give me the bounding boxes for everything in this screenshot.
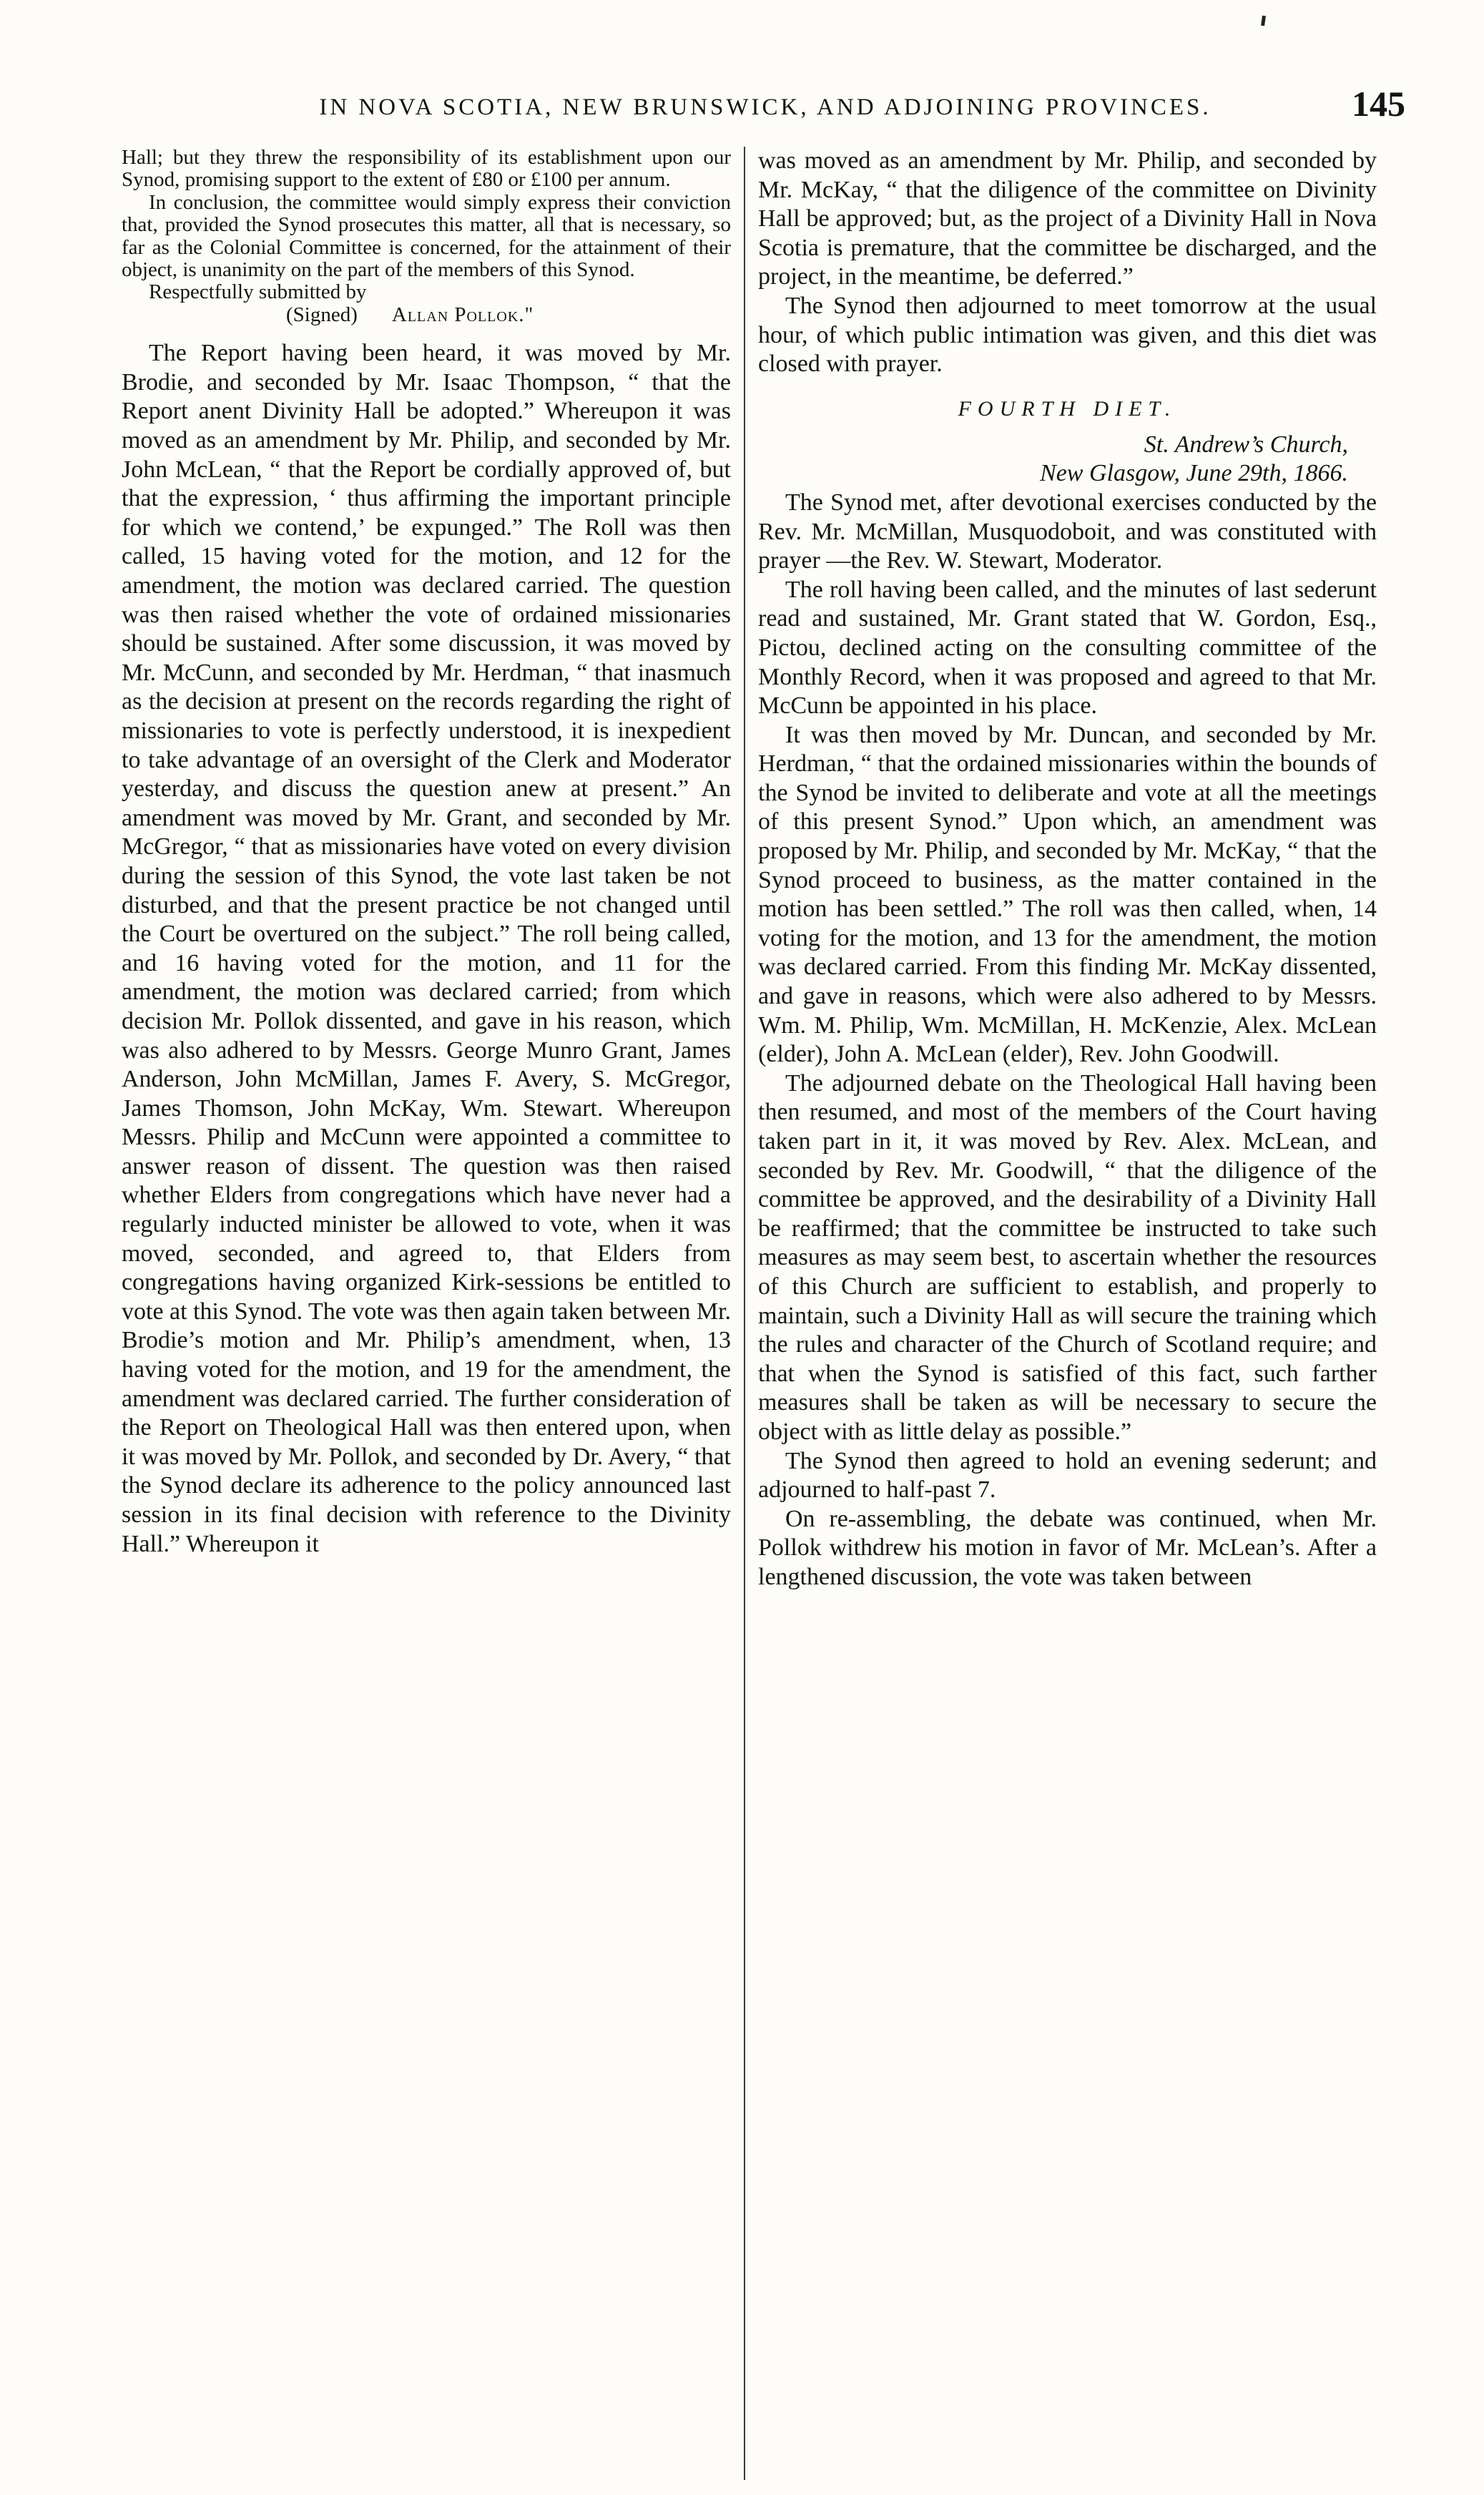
paragraph: On re-assembling, the debate was continued, when Mr. Pollok withdrew his motion in favor of Mr. McLean’s. After a lengthened discussion, the vote was taken between: [758, 1505, 1377, 1590]
section-heading: FOURTH DIET.: [958, 396, 1177, 421]
margin-mark: [1261, 16, 1266, 26]
signatory-name: Allan Pollok.": [391, 303, 534, 326]
running-header: IN NOVA SCOTIA, NEW BRUNSWICK, AND ADJOINING PROVINCES.: [319, 94, 1212, 120]
signature-line: [122, 304, 731, 326]
signed-label: (Signed): [286, 303, 358, 326]
paragraph: It was then moved by Mr. Duncan, and seconded by Mr. Herdman, “ that the ordained missionaries within the bounds of the Synod be invited to deliberate and vote at all the meetings of this present Synod.” Upon which, an amendment was proposed by Mr. Philip, and seconded by Mr. McKay, “ that the Synod proceed to business, as the matter contained in the motion has been settled.” The roll was then called, when, 14 voting for the motion, and 13 for the amendment, the motion was declared carried. From this finding Mr. McKay dissented, and gave in reasons, which were also adhered to by Messrs. Wm. M. Philip, Wm. McMillan, H. McKenzie, Alex. McLean (elder), John A. McLean (elder), Rev. John Goodwill.: [758, 721, 1377, 1068]
paragraph: The Report having been heard, it was moved by Mr. Brodie, and seconded by Mr. Isaac Thompson, “ that the Report anent Divinity Hall be adopted.” Whereupon it was moved as an amendment by Mr. Philip, and seconded by Mr. John McLean, “ that the Report be cordially approved of, but that the expression, ‘ thus affirming the important principle for which we contend,’ be expunged.” The Roll was then called, 15 having voted for the motion, and 12 for the amendment, the motion was declared carried. The question was then raised whether the vote of ordained missionaries should be sustained. After some discussion, it was moved by Mr. McCunn, and seconded by Mr. Herdman, “ that inasmuch as the decision at present on the records regarding the right of missionaries to vote is perfectly understood, it is inexpedient to take advantage of an oversight of the Clerk and Moderator yesterday, and discuss the question anew at present.” An amendment was moved by Mr. Grant, and seconded by Mr. McGregor, “ that as missionaries have voted on every division during the session of this Synod, the vote last taken be not disturbed, and that the present practice be not changed until the Court be overtured on the subject.” The roll being called, and 16 having voted for the motion, and 11 for the amendment, the motion was declared carried; from which decision Mr. Pollok dissented, and gave in his reason, which was also adhered to by Messrs. George Munro Grant, James Anderson, John McMillan, James F. Avery, S. McGregor, James Thomson, John McKay, Wm. Stewart. Whereupon Messrs. Philip and McCunn were appointed a committee to answer reason of dissent. The question was then raised whether Elders from congregations which have never had a regularly inducted minister be allowed to vote, when it was moved, seconded, and agreed to, that Elders from congregations having organized Kirk-sessions be entitled to vote at this Synod. The vote was then again taken between Mr. Brodie’s motion and Mr. Philip’s amendment, when, 13 having voted for the motion, and 19 for the amendment, the amendment was declared carried. The further consideration of the Report on Theological Hall was then entered upon, when it was moved by Mr. Pollok, and seconded by Dr. Avery, “ that the Synod declare its adherence to the policy announced last session in its final decision with reference to the Divinity Hall.” Whereupon it: [122, 340, 731, 1557]
right-column: [758, 147, 1377, 2480]
paragraph: Hall; but they threw the responsibility of its establishment upon our Synod, promising support to the extent of £80 or £100 per annum.: [122, 147, 731, 192]
paragraph: was moved as an amendment by Mr. Philip, and seconded by Mr. McKay, “ that the diligence of the committee on Divinity Hall be approved; but, as the project of a Divinity Hall in Nova Scotia is premature, that the committee be discharged, and the project, in the meantime, be deferred.”: [758, 147, 1377, 290]
page-number: 145: [1352, 84, 1405, 124]
paragraph: The Synod then agreed to hold an evening sederunt; and adjourned to half-past 7.: [758, 1447, 1377, 1504]
column-divider: [744, 147, 745, 2480]
location-line: St. Andrew’s Church,: [1144, 431, 1348, 458]
left-column: [122, 147, 731, 2480]
paragraph: The adjourned debate on the Theological Hall having been then resumed, and most of the members of the Court having taken part in it, it was moved by Rev. Alex. McLean, and seconded by Rev. Mr. Goodwill, “ that the diligence of the committee be approved, and the desirability of a Divinity Hall be reaffirmed; that the committee be instructed to take such measures as may seem best, to ascertain whether the resources of this Church are sufficient to establish, and properly to maintain, such a Divinity Hall as will secure the training which the rules and character of the Church of Scotland require; and that when the Synod is satisfied of this fact, such farther measures shall be taken as will be necessary to secure the object with as little delay as possible.”: [758, 1069, 1377, 1445]
paragraph: The Synod then adjourned to meet tomorrow at the usual hour, of which public intimation was given, and this diet was closed with prayer.: [758, 292, 1377, 378]
paragraph: In conclusion, the committee would simply express their conviction that, provided the Synod prosecutes this matter, all that is necessary, so far as the Colonial Committee is concerned, for the attainment of their object, is unanimity on the part of the members of this Synod.: [122, 190, 731, 282]
paragraph: The Synod met, after devotional exercises conducted by the Rev. Mr. McMillan, Musquodoboit, and was constituted with prayer —the Rev. W. Stewart, Moderator.: [758, 489, 1377, 574]
submission-line: Respectfully submitted by: [149, 280, 367, 304]
location-line: New Glasgow, June 29th, 1866.: [1040, 460, 1348, 487]
paragraph: The roll having been called, and the minutes of last sederunt read and sustained, Mr. Grant stated that W. Gordon, Esq., Pictou, declined acting on the consulting committee of the Monthly Record, when it was proposed and agreed to that Mr. McCunn be appointed in his place.: [758, 576, 1377, 720]
